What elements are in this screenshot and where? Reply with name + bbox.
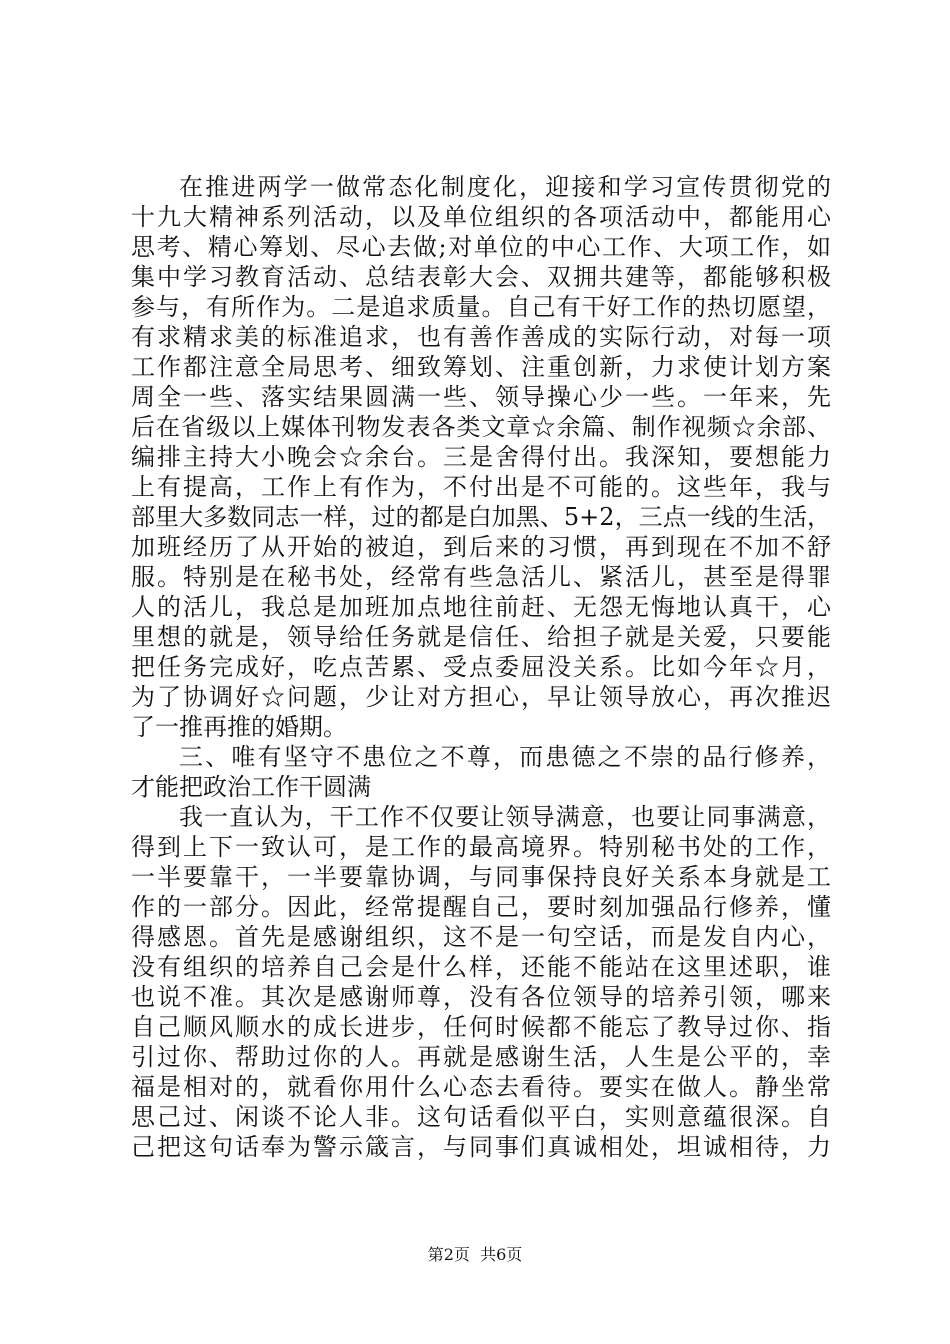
text-line: 才能把政治工作干圆满 [131,773,371,801]
text-line: 后在省级以上媒体刊物发表各类文章☆余篇、制作视频☆余部、 [131,413,831,441]
text-line: 引过你、帮助过你的人。再就是感谢生活，人生是公平的，幸 [131,1043,831,1071]
text-line: 己把这句话奉为警示箴言，与同事们真诚相处，坦诚相待，力 [131,1133,831,1161]
text-line: 参与，有所作为。二是追求质量。自己有干好工作的热切愿望， [131,293,831,321]
text-line: 周全一些、落实结果圆满一些、领导操心少一些。一年来，先 [131,383,831,411]
page-total: 共6页 [480,1245,523,1264]
page-footer [0,1245,950,1265]
footer-separator [470,1245,480,1264]
text-line: 思考、精心筹划、尽心去做;对单位的中心工作、大项工作，如 [131,233,831,261]
text-line: 把任务完成好，吃点苦累、受点委屈没关系。比如今年☆月， [131,653,831,681]
text-line: 里想的就是，领导给任务就是信任、给担子就是关爱，只要能 [131,623,831,651]
text-line: 工作都注意全局思考、细致筹划、注重创新，力求使计划方案 [131,353,831,381]
text-line: 没有组织的培养自己会是什么样，还能不能站在这里述职，谁 [131,953,831,981]
text-line: 服。特别是在秘书处，经常有些急活儿、紧活儿，甚至是得罪 [131,563,831,591]
text-line: 上有提高，工作上有作为，不付出是不可能的。这些年，我与 [131,473,831,501]
text-line: 三、唯有坚守不患位之不尊，而患德之不崇的品行修养， [179,743,831,771]
text-line: 得到上下一致认可，是工作的最高境界。特别秘书处的工作， [131,833,831,861]
text-line: 一半要靠干，一半要靠协调，与同事保持良好关系本身就是工 [131,863,831,891]
text-line: 我一直认为，干工作不仅要让领导满意，也要让同事满意， [179,803,831,831]
text-line: 编排主持大小晚会☆余台。三是舍得付出。我深知，要想能力 [131,443,831,471]
text-line: 得感恩。首先是感谢组织，这不是一句空话，而是发自内心， [131,923,831,951]
text-line: 加班经历了从开始的被迫，到后来的习惯，再到现在不加不舒 [131,533,831,561]
text-line: 集中学习教育活动、总结表彰大会、双拥共建等，都能够积极 [131,263,831,291]
text-line: 了一推再推的婚期。 [131,713,347,741]
text-line: 作的一部分。因此，经常提醒自己，要时刻加强品行修养，懂 [131,893,831,921]
page-number: 第2页 [427,1245,470,1264]
text-line: 十九大精神系列活动，以及单位组织的各项活动中，都能用心 [131,203,831,231]
text-line: 为了协调好☆问题，少让对方担心，早让领导放心，再次推迟 [131,683,831,711]
body-text [131,172,831,1162]
text-line: 自己顺风顺水的成长进步，任何时候都不能忘了教导过你、指 [131,1013,831,1041]
text-line: 有求精求美的标准追求，也有善作善成的实际行动，对每一项 [131,323,831,351]
text-line: 福是相对的，就看你用什么心态去看待。要实在做人。静坐常 [131,1073,831,1101]
text-line: 人的活儿，我总是加班加点地往前赶、无怨无悔地认真干，心 [131,593,831,621]
text-line: 思己过、闲谈不论人非。这句话看似平白，实则意蕴很深。自 [131,1103,831,1131]
text-line: 在推进两学一做常态化制度化，迎接和学习宣传贯彻党的 [179,173,831,201]
text-line: 也说不准。其次是感谢师尊，没有各位领导的培养引领，哪来 [131,983,831,1011]
text-line: 部里大多数同志一样，过的都是白加黑、5+2，三点一线的生活， [131,503,831,531]
